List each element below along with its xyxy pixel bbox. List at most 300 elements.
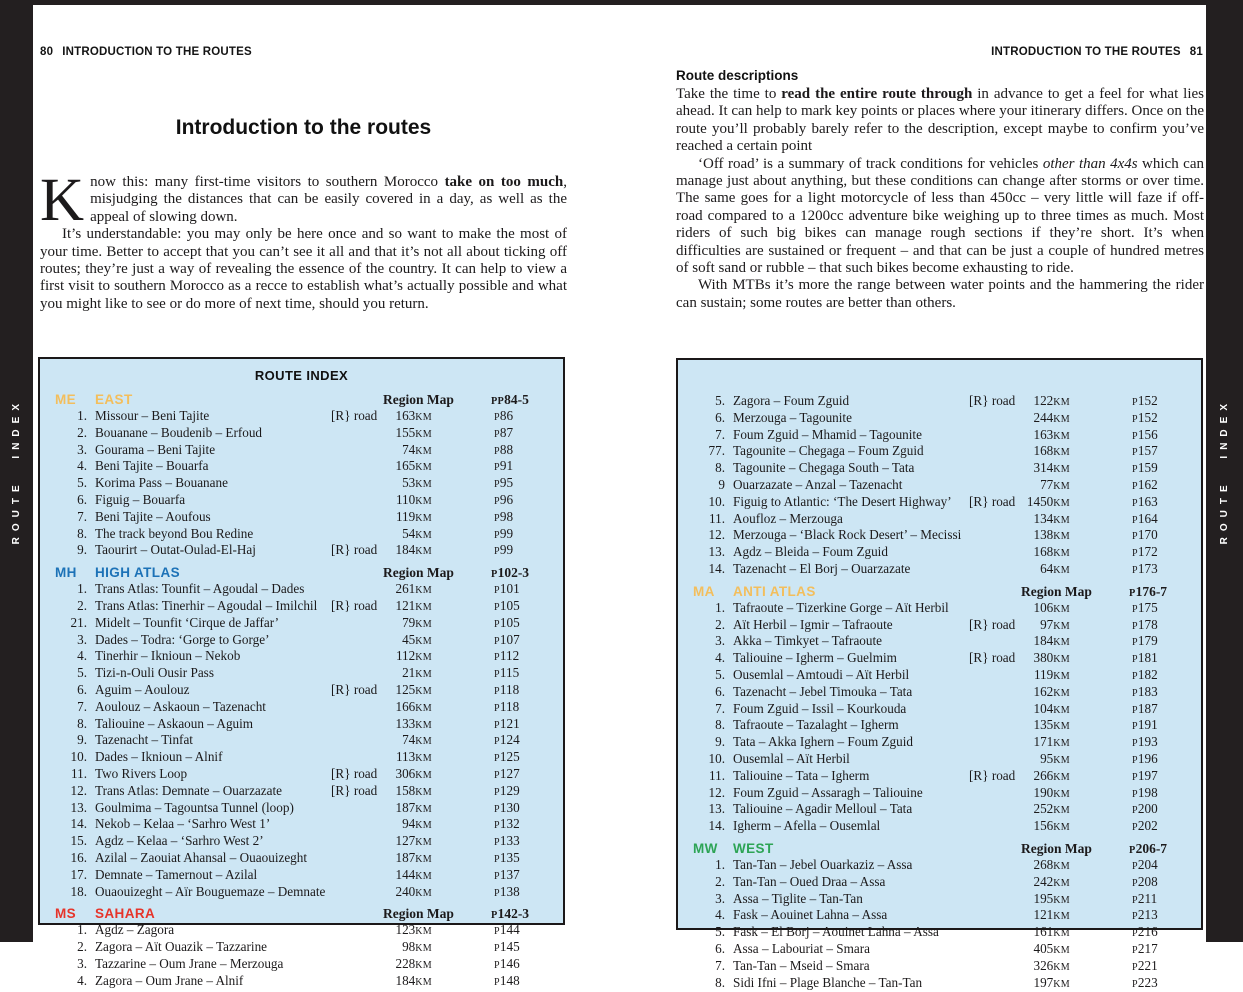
route-road-tag bbox=[331, 717, 385, 734]
route-index-side-tab-right bbox=[1206, 0, 1243, 942]
route-number: 15. bbox=[55, 834, 95, 851]
route-road-tag bbox=[969, 858, 1023, 875]
route-distance: 306KM bbox=[385, 767, 432, 784]
route-page: P86 bbox=[432, 409, 548, 426]
route-road-tag bbox=[969, 411, 1023, 428]
route-row bbox=[678, 478, 1201, 495]
route-number: 7. bbox=[693, 702, 733, 719]
route-page: P145 bbox=[432, 940, 548, 957]
route-distance: 244KM bbox=[1023, 411, 1070, 428]
route-page: P146 bbox=[432, 957, 548, 974]
section-header bbox=[678, 841, 1201, 858]
route-distance: 98KM bbox=[385, 940, 432, 957]
route-road-tag bbox=[331, 666, 385, 683]
text-segment: With MTBs it’s more the range between water points and the hammering the rider can sustain; some routes are better than others. bbox=[676, 277, 1204, 310]
route-page: P213 bbox=[1070, 908, 1186, 925]
route-row bbox=[678, 411, 1201, 428]
route-page: P211 bbox=[1070, 892, 1186, 909]
route-page: P99 bbox=[432, 543, 548, 560]
route-road-tag bbox=[331, 733, 385, 750]
route-number: 9. bbox=[55, 733, 95, 750]
route-distance: 125KM bbox=[385, 683, 432, 700]
route-row bbox=[40, 700, 563, 717]
route-row bbox=[678, 618, 1201, 635]
route-number: 77. bbox=[693, 444, 733, 461]
route-number: 6. bbox=[693, 411, 733, 428]
route-page: P127 bbox=[432, 767, 548, 784]
route-row bbox=[678, 685, 1201, 702]
route-road-tag bbox=[969, 752, 1023, 769]
route-page: P138 bbox=[432, 885, 548, 902]
route-number: 21. bbox=[55, 616, 95, 633]
route-distance: 123KM bbox=[385, 923, 432, 940]
route-name: Assa – Tiglite – Tan-Tan bbox=[733, 892, 969, 909]
route-name: Taliouine – Tata – Igherm bbox=[733, 769, 969, 786]
route-name: Fask – El Borj – Aouinet Lahna – Assa bbox=[733, 925, 969, 942]
route-distance: 166KM bbox=[385, 700, 432, 717]
route-distance: 184KM bbox=[385, 543, 432, 560]
route-index-side-tab-left bbox=[0, 0, 33, 942]
text-segment: in advance to get a feel for what lies ahead. It can help to mark key points or places where your itinerary differs. Once on the route you’ll probably barely refer to the description, except maybe to confirm you’ve reached a certain point bbox=[676, 86, 1204, 154]
section-code: MH bbox=[55, 565, 95, 582]
route-name: Korima Pass – Bouanane bbox=[95, 476, 331, 493]
route-page: P133 bbox=[432, 834, 548, 851]
route-name: Aoufloz – Merzouga bbox=[733, 512, 969, 529]
route-distance: 195KM bbox=[1023, 892, 1070, 909]
text-segment: , misjudging the distances that can be easily covered in a day, as well as the appeal of slowing down. bbox=[90, 174, 567, 225]
route-distance: 110KM bbox=[385, 493, 432, 510]
section-pages: P176-7 bbox=[1129, 584, 1186, 601]
route-name: Tan-Tan – Oued Draa – Assa bbox=[733, 875, 969, 892]
route-number: 10. bbox=[693, 752, 733, 769]
section-name: ANTI ATLAS bbox=[733, 584, 969, 601]
route-row bbox=[40, 426, 563, 443]
route-name: Tazzarine – Oum Jrane – Merzouga bbox=[95, 957, 331, 974]
route-name: Aoulouz – Askaoun – Tazenacht bbox=[95, 700, 331, 717]
route-road-tag bbox=[969, 735, 1023, 752]
route-page: P200 bbox=[1070, 802, 1186, 819]
route-name: Nekob – Kelaa – ‘Sarhro West 1’ bbox=[95, 817, 331, 834]
route-name: Dades – Iknioun – Alnif bbox=[95, 750, 331, 767]
route-page: P125 bbox=[432, 750, 548, 767]
route-name: Tinerhir – Iknioun – Nekob bbox=[95, 649, 331, 666]
route-name: Agdz – Kelaa – ‘Sarhro West 2’ bbox=[95, 834, 331, 851]
route-name: Tazenacht – El Borj – Ouarzazate bbox=[733, 562, 969, 579]
route-number: 12. bbox=[693, 786, 733, 803]
route-road-tag bbox=[969, 444, 1023, 461]
section-pages: P102-3 bbox=[491, 565, 548, 582]
route-page: P107 bbox=[432, 633, 548, 650]
route-row bbox=[678, 461, 1201, 478]
route-name: Tazenacht – Tinfat bbox=[95, 733, 331, 750]
route-distance: 156KM bbox=[1023, 819, 1070, 836]
text-segment: It’s understandable: you may only be here once and so want to make the most of your time. Better to accept that you can’t see it all and that it’s not all about ticking off routes; they’re just a way of revealing the essence of the country. It can help to view a first visit to southern Morocco as a recce to establish what’s actually possible and what you might like to see or do more of next time, should you return. bbox=[40, 226, 567, 312]
route-number: 1. bbox=[55, 409, 95, 426]
route-row bbox=[678, 601, 1201, 618]
route-page: P129 bbox=[432, 784, 548, 801]
route-number: 14. bbox=[693, 562, 733, 579]
route-row bbox=[678, 545, 1201, 562]
region-map-label: Region Map bbox=[331, 565, 491, 582]
route-name: Taourirt – Outat-Oulad-El-Haj bbox=[95, 543, 331, 560]
route-number: 4. bbox=[693, 908, 733, 925]
route-row bbox=[678, 634, 1201, 651]
route-number: 9. bbox=[55, 543, 95, 560]
route-distance: 113KM bbox=[385, 750, 432, 767]
route-distance: 240KM bbox=[385, 885, 432, 902]
route-descriptions-heading: Route descriptions bbox=[676, 68, 798, 83]
route-page: P197 bbox=[1070, 769, 1186, 786]
route-distance: 158KM bbox=[385, 784, 432, 801]
route-name: Akka – Timkyet – Tafraoute bbox=[733, 634, 969, 651]
route-row bbox=[678, 735, 1201, 752]
route-name: Aguim – Aoulouz bbox=[95, 683, 331, 700]
route-page: P173 bbox=[1070, 562, 1186, 579]
route-road-tag bbox=[331, 582, 385, 599]
route-index-title: ROUTE INDEX bbox=[40, 368, 563, 383]
route-name: Merzouga – Tagounite bbox=[733, 411, 969, 428]
route-row bbox=[40, 957, 563, 974]
route-number: 5. bbox=[693, 394, 733, 411]
route-row bbox=[678, 444, 1201, 461]
region-map-label: Region Map bbox=[331, 906, 491, 923]
section-pages: P206-7 bbox=[1129, 841, 1186, 858]
route-name: Agdz – Bleida – Foum Zguid bbox=[733, 545, 969, 562]
page-title: Introduction to the routes bbox=[40, 116, 567, 140]
route-page: P191 bbox=[1070, 718, 1186, 735]
region-map-label: Region Map bbox=[969, 841, 1129, 858]
route-number: 2. bbox=[55, 940, 95, 957]
route-page: P87 bbox=[432, 426, 548, 443]
route-road-tag: [R} road bbox=[969, 651, 1023, 668]
route-page: P98 bbox=[432, 510, 548, 527]
route-number: 13. bbox=[693, 802, 733, 819]
route-row bbox=[40, 527, 563, 544]
route-distance: 163KM bbox=[385, 409, 432, 426]
route-road-tag bbox=[331, 801, 385, 818]
route-road-tag: [R} road bbox=[969, 769, 1023, 786]
route-distance: 97KM bbox=[1023, 618, 1070, 635]
route-number: 8. bbox=[693, 718, 733, 735]
paragraph bbox=[676, 156, 1204, 278]
route-name: Midelt – Tounfit ‘Cirque de Jaffar’ bbox=[95, 616, 331, 633]
route-name: Beni Tajite – Bouarfa bbox=[95, 459, 331, 476]
route-distance: 268KM bbox=[1023, 858, 1070, 875]
route-road-tag bbox=[969, 634, 1023, 651]
route-row bbox=[40, 493, 563, 510]
route-page: P124 bbox=[432, 733, 548, 750]
route-road-tag bbox=[331, 885, 385, 902]
paragraph bbox=[40, 174, 567, 226]
route-row bbox=[678, 428, 1201, 445]
route-name: Tazenacht – Jebel Timouka – Tata bbox=[733, 685, 969, 702]
route-distance: 134KM bbox=[1023, 512, 1070, 529]
route-page: P118 bbox=[432, 683, 548, 700]
route-distance: 77KM bbox=[1023, 478, 1070, 495]
route-page: P162 bbox=[1070, 478, 1186, 495]
route-row bbox=[40, 851, 563, 868]
route-row bbox=[40, 476, 563, 493]
route-number: 5. bbox=[693, 668, 733, 685]
route-road-tag bbox=[331, 750, 385, 767]
route-row bbox=[678, 512, 1201, 529]
route-row bbox=[678, 668, 1201, 685]
route-road-tag bbox=[331, 851, 385, 868]
route-road-tag bbox=[969, 819, 1023, 836]
section-header bbox=[678, 584, 1201, 601]
route-name: Assa – Labouriat – Smara bbox=[733, 942, 969, 959]
route-number: 17. bbox=[55, 868, 95, 885]
route-page: P159 bbox=[1070, 461, 1186, 478]
route-descriptions-body-text bbox=[676, 86, 1204, 312]
route-page: P95 bbox=[432, 476, 548, 493]
route-name: Zagora – Oum Jrane – Alnif bbox=[95, 974, 331, 991]
route-distance: 190KM bbox=[1023, 786, 1070, 803]
route-row bbox=[40, 801, 563, 818]
route-row bbox=[40, 443, 563, 460]
route-road-tag: [R} road bbox=[969, 618, 1023, 635]
route-row bbox=[678, 702, 1201, 719]
route-page: P216 bbox=[1070, 925, 1186, 942]
route-road-tag bbox=[331, 476, 385, 493]
route-distance: 168KM bbox=[1023, 545, 1070, 562]
route-number: 3. bbox=[55, 957, 95, 974]
route-name: Aït Herbil – Igmir – Tafraoute bbox=[733, 618, 969, 635]
route-row bbox=[40, 599, 563, 616]
route-distance: 187KM bbox=[385, 801, 432, 818]
route-page: P221 bbox=[1070, 959, 1186, 976]
paragraph bbox=[40, 226, 567, 313]
route-name: Ousemlal – Aït Herbil bbox=[733, 752, 969, 769]
route-name: Missour – Beni Tajite bbox=[95, 409, 331, 426]
route-distance: 161KM bbox=[1023, 925, 1070, 942]
route-road-tag bbox=[969, 976, 1023, 992]
route-row bbox=[40, 923, 563, 940]
route-distance: 184KM bbox=[385, 974, 432, 991]
route-road-tag bbox=[969, 545, 1023, 562]
route-row bbox=[40, 459, 563, 476]
route-number: 12. bbox=[693, 528, 733, 545]
route-row bbox=[678, 802, 1201, 819]
route-distance: 261KM bbox=[385, 582, 432, 599]
route-distance: 74KM bbox=[385, 733, 432, 750]
route-name: Dades – Todra: ‘Gorge to Gorge’ bbox=[95, 633, 331, 650]
route-distance: 252KM bbox=[1023, 802, 1070, 819]
route-name: Zagora – Foum Zguid bbox=[733, 394, 969, 411]
route-distance: 187KM bbox=[385, 851, 432, 868]
route-name: Figuig to Atlantic: ‘The Desert Highway’ bbox=[733, 495, 969, 512]
route-row bbox=[40, 733, 563, 750]
route-row bbox=[40, 616, 563, 633]
route-road-tag: [R} road bbox=[331, 409, 385, 426]
route-distance: 228KM bbox=[385, 957, 432, 974]
route-name: Igherm – Afella – Ousemlal bbox=[733, 819, 969, 836]
route-name: Tagounite – Chegaga – Foum Zguid bbox=[733, 444, 969, 461]
route-page: P105 bbox=[432, 616, 548, 633]
route-page: P152 bbox=[1070, 394, 1186, 411]
route-road-tag: [R} road bbox=[331, 767, 385, 784]
route-page: P96 bbox=[432, 493, 548, 510]
route-number: 8. bbox=[55, 717, 95, 734]
route-row bbox=[678, 528, 1201, 545]
route-distance: 121KM bbox=[385, 599, 432, 616]
route-row bbox=[678, 819, 1201, 836]
route-road-tag bbox=[331, 616, 385, 633]
section-code: MW bbox=[693, 841, 733, 858]
side-tab-label: ROUTE INDEX bbox=[11, 398, 22, 544]
route-page: P193 bbox=[1070, 735, 1186, 752]
route-row bbox=[678, 562, 1201, 579]
route-row bbox=[678, 908, 1201, 925]
route-row bbox=[40, 885, 563, 902]
route-road-tag bbox=[331, 974, 385, 991]
route-distance: 45KM bbox=[385, 633, 432, 650]
route-page: P187 bbox=[1070, 702, 1186, 719]
route-name: Foum Zguid – Issil – Kourkouda bbox=[733, 702, 969, 719]
route-number: 7. bbox=[693, 959, 733, 976]
route-name: Tan-Tan – Jebel Ouarkaziz – Assa bbox=[733, 858, 969, 875]
route-name: Ouarzazate – Anzal – Tazenacht bbox=[733, 478, 969, 495]
route-number: 7. bbox=[55, 700, 95, 717]
section-name: EAST bbox=[95, 392, 331, 409]
route-road-tag bbox=[969, 925, 1023, 942]
route-row bbox=[40, 784, 563, 801]
route-road-tag bbox=[331, 940, 385, 957]
route-road-tag bbox=[331, 923, 385, 940]
route-number: 6. bbox=[693, 685, 733, 702]
route-number: 2. bbox=[693, 618, 733, 635]
route-distance: 405KM bbox=[1023, 942, 1070, 959]
route-row bbox=[678, 394, 1201, 411]
route-name: Zagora – Aït Ouazik – Tazzarine bbox=[95, 940, 331, 957]
route-number: 6. bbox=[693, 942, 733, 959]
route-name: Two Rivers Loop bbox=[95, 767, 331, 784]
section-name: HIGH ATLAS bbox=[95, 565, 331, 582]
route-name: Tafraoute – Tizerkine Gorge – Aït Herbil bbox=[733, 601, 969, 618]
route-distance: 163KM bbox=[1023, 428, 1070, 445]
route-page: P163 bbox=[1070, 495, 1186, 512]
route-number: 1. bbox=[693, 601, 733, 618]
route-road-tag bbox=[969, 908, 1023, 925]
route-row bbox=[678, 959, 1201, 976]
route-road-tag bbox=[969, 718, 1023, 735]
text-segment: which can manage just about anything, but these conditions can change after storms or over time. The same goes for a light motorcycle of less than 450cc – very little will faze if off-road compared to a 1200cc adventure bike weighing up to three times as much. Most riders of such big bikes can manage rough sections if they’re short. It’s when difficulties are sustained or frequent – and that can be just a couple of hundred metres of soft sand or rubble – that such bikes become exhausting to ride. bbox=[676, 156, 1204, 276]
route-number: 12. bbox=[55, 784, 95, 801]
route-row bbox=[40, 582, 563, 599]
section-name: WEST bbox=[733, 841, 969, 858]
route-number: 7. bbox=[693, 428, 733, 445]
paragraph bbox=[676, 277, 1204, 312]
route-page: P112 bbox=[432, 649, 548, 666]
route-name: Goulmima – Tagountsa Tunnel (loop) bbox=[95, 801, 331, 818]
paragraph bbox=[676, 86, 1204, 156]
top-border-bar bbox=[0, 0, 1243, 5]
route-road-tag: [R} road bbox=[969, 495, 1023, 512]
running-header-left bbox=[40, 46, 252, 58]
route-page: P204 bbox=[1070, 858, 1186, 875]
section-name: SAHARA bbox=[95, 906, 331, 923]
route-row bbox=[40, 868, 563, 885]
route-road-tag bbox=[331, 633, 385, 650]
route-row bbox=[40, 683, 563, 700]
route-row bbox=[678, 786, 1201, 803]
route-row bbox=[678, 892, 1201, 909]
route-name: Figuig – Bouarfa bbox=[95, 493, 331, 510]
route-name: Demnate – Tamernout – Azilal bbox=[95, 868, 331, 885]
route-row bbox=[40, 633, 563, 650]
route-road-tag bbox=[331, 459, 385, 476]
route-page: P164 bbox=[1070, 512, 1186, 529]
route-index-table-right bbox=[676, 358, 1203, 930]
route-page: P88 bbox=[432, 443, 548, 460]
section-code: MS bbox=[55, 906, 95, 923]
route-distance: 119KM bbox=[1023, 668, 1070, 685]
route-number: 5. bbox=[55, 666, 95, 683]
route-road-tag bbox=[969, 668, 1023, 685]
side-tab-label: ROUTE INDEX bbox=[1219, 398, 1230, 544]
route-road-tag bbox=[969, 786, 1023, 803]
route-road-tag bbox=[969, 601, 1023, 618]
section-header bbox=[40, 565, 563, 582]
route-number: 8. bbox=[55, 527, 95, 544]
route-distance: 94KM bbox=[385, 817, 432, 834]
route-name: Ousemlal – Amtoudi – Aït Herbil bbox=[733, 668, 969, 685]
route-road-tag: [R} road bbox=[331, 543, 385, 560]
route-page: P217 bbox=[1070, 942, 1186, 959]
route-name: Sidi Ifni – Plage Blanche – Tan-Tan bbox=[733, 976, 969, 992]
route-name: Tan-Tan – Mseid – Smara bbox=[733, 959, 969, 976]
route-name: Merzouga – ‘Black Rock Desert’ – Mecissi bbox=[733, 528, 969, 545]
route-distance: 266KM bbox=[1023, 769, 1070, 786]
route-name: Tizi-n-Ouli Ousir Pass bbox=[95, 666, 331, 683]
text-segment: take on too much bbox=[445, 174, 564, 190]
route-number: 14. bbox=[693, 819, 733, 836]
route-row bbox=[678, 752, 1201, 769]
route-road-tag bbox=[331, 957, 385, 974]
route-page: P132 bbox=[432, 817, 548, 834]
route-number: 4. bbox=[55, 649, 95, 666]
route-road-tag bbox=[969, 942, 1023, 959]
route-distance: 197KM bbox=[1023, 976, 1070, 992]
route-row bbox=[678, 495, 1201, 512]
route-road-tag: [R} road bbox=[331, 683, 385, 700]
route-page: P137 bbox=[432, 868, 548, 885]
route-row bbox=[678, 651, 1201, 668]
route-page: P183 bbox=[1070, 685, 1186, 702]
route-page: P202 bbox=[1070, 819, 1186, 836]
route-number: 11. bbox=[55, 767, 95, 784]
route-row bbox=[678, 769, 1201, 786]
route-road-tag bbox=[331, 493, 385, 510]
route-row bbox=[678, 925, 1201, 942]
route-name: Beni Tajite – Aoufous bbox=[95, 510, 331, 527]
route-road-tag bbox=[969, 478, 1023, 495]
route-page: P105 bbox=[432, 599, 548, 616]
route-page: P156 bbox=[1070, 428, 1186, 445]
intro-body-text bbox=[40, 174, 567, 313]
route-name: Fask – Aouinet Lahna – Assa bbox=[733, 908, 969, 925]
text-segment: Take the time to bbox=[676, 86, 781, 102]
route-name: Azilal – Zaouiat Ahansal – Ouaouizeght bbox=[95, 851, 331, 868]
route-number: 6. bbox=[55, 493, 95, 510]
route-number: 3. bbox=[55, 633, 95, 650]
route-number: 11. bbox=[693, 512, 733, 529]
route-road-tag bbox=[331, 868, 385, 885]
route-road-tag bbox=[969, 875, 1023, 892]
route-number: 11. bbox=[693, 769, 733, 786]
route-number: 2. bbox=[693, 875, 733, 892]
route-road-tag bbox=[331, 817, 385, 834]
